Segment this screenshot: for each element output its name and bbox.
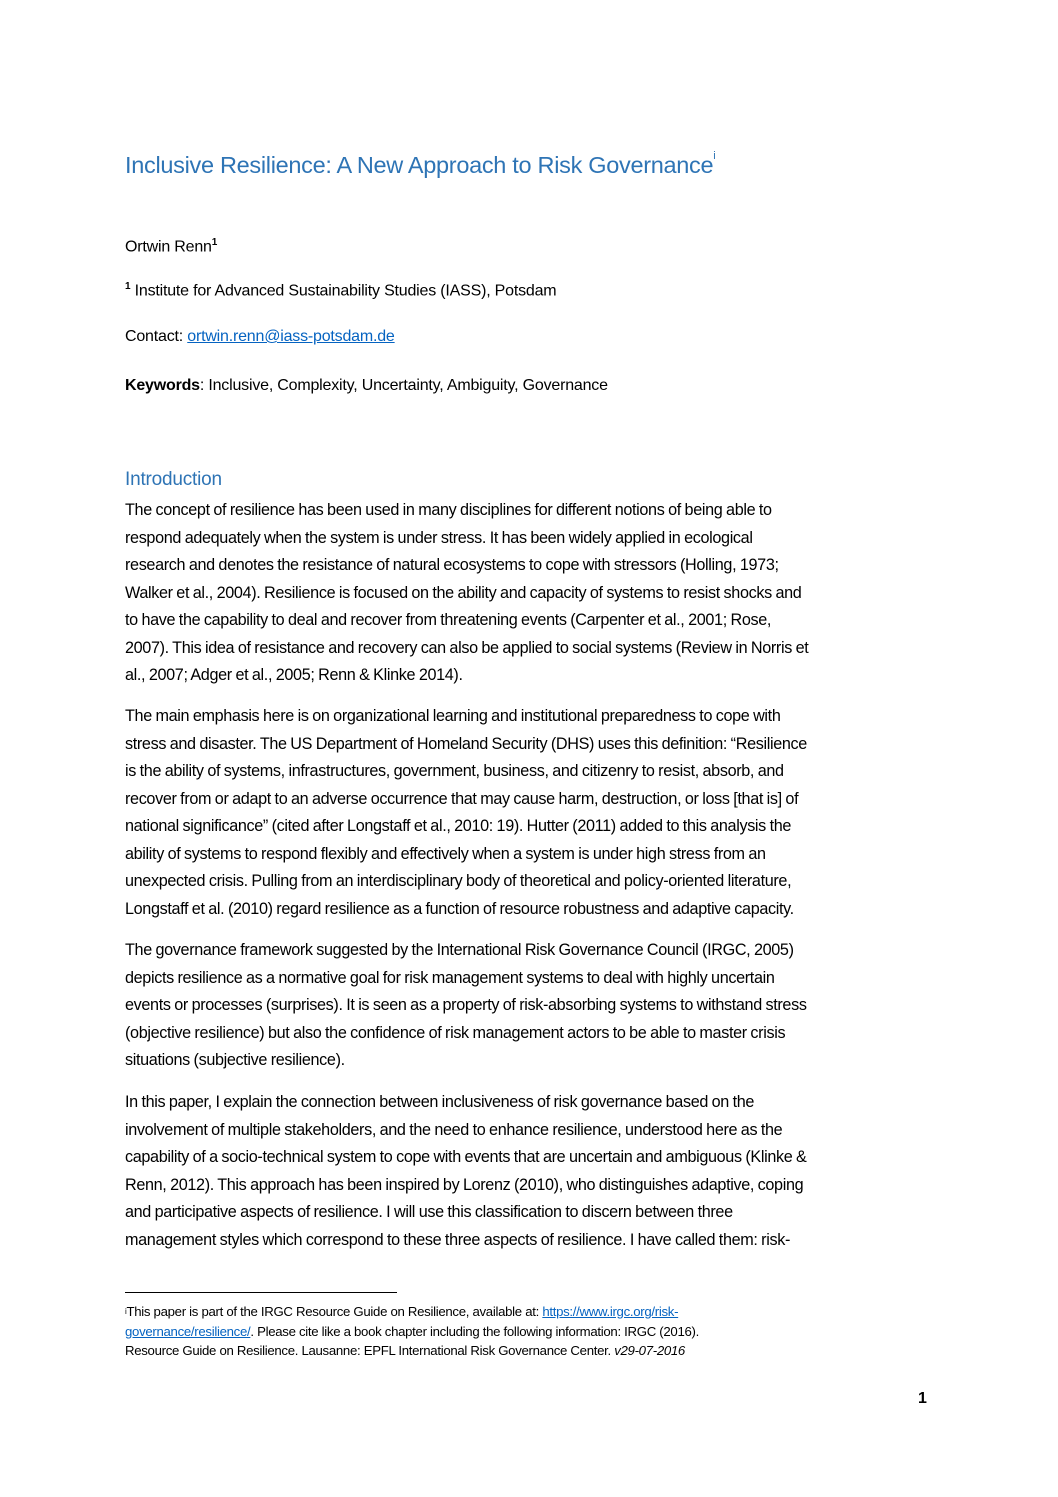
contact-line	[125, 328, 395, 346]
text-line: management styles which correspond to these three aspects of resilience. I have called them: risk-	[125, 1230, 790, 1249]
affiliation-text: Institute for Advanced Sustainability Studies (IASS), Potsdam	[134, 282, 557, 300]
paper-title	[125, 152, 715, 179]
text-line: recover from or adapt to an adverse occurrence that may cause harm, destruction, or loss [that is] of	[125, 789, 799, 808]
text-line: Renn, 2012). This approach has been inspired by Lorenz (2010), who distinguishes adaptive, coping	[125, 1175, 804, 1194]
footnote-line-2	[125, 1322, 945, 1342]
keywords-text: : Inclusive, Complexity, Uncertainty, Ambiguity, Governance	[199, 377, 608, 394]
text-line: situations (subjective resilience).	[125, 1051, 345, 1069]
paragraph-3	[125, 937, 955, 1075]
affiliation-line	[125, 281, 556, 300]
text-line: Walker et al., 2004). Resilience is focused on the ability and capacity of systems to resist shocks and	[125, 583, 802, 602]
text-line: In this paper, I explain the connection between inclusiveness of risk governance based on the	[125, 1093, 755, 1111]
title-text: Inclusive Resilience: A New Approach to Risk Governance	[125, 152, 714, 178]
author-name: Ortwin Renn	[125, 238, 212, 256]
author-marker: 1	[211, 237, 218, 248]
text-line: The main emphasis here is on organizational learning and institutional preparedness to cope with	[125, 707, 781, 725]
text-line: Longstaff et al. (2010) regard resilience as a function of resource robustness and adaptive capacity.	[125, 899, 794, 918]
footnote-link-continued[interactable]: governance/resilience/	[125, 1323, 251, 1339]
text-line: to have the capability to deal and recover from threatening events (Carpenter et al., 2001; Rose,	[125, 611, 772, 629]
text-line: 2007). This idea of resistance and recovery can also be applied to social systems (Review in Norris et	[125, 638, 809, 657]
text-line: The governance framework suggested by the International Risk Governance Council (IRGC, 2005)	[125, 941, 794, 959]
text-line: capability of a socio-technical system to cope with events that are uncertain and ambiguous (Klinke &	[125, 1148, 807, 1166]
footnote-version: v29-07-2016	[614, 1343, 685, 1358]
text-line: ability of systems to respond flexibly and effectively when a system is under high stress from an	[125, 844, 766, 863]
footnote-text: . Please cite like a book chapter including the following information: IRGC (2016).	[250, 1323, 699, 1339]
contact-label: Contact:	[125, 328, 183, 345]
keywords-line	[125, 377, 608, 395]
page-number: 1	[918, 1390, 927, 1407]
footnote-text: Resource Guide on Resilience. Lausanne: EPFL International Risk Governance Center.	[125, 1343, 615, 1358]
text-line: events or processes (surprises). It is seen as a property of risk-absorbing systems to withstand stress	[125, 996, 807, 1014]
footnote-link[interactable]: https://www.irgc.org/risk-	[542, 1304, 679, 1319]
footnote-text: This paper is part of the IRGC Resource Guide on Resilience, available at:	[126, 1304, 543, 1319]
footnote	[125, 1302, 945, 1361]
paragraph-2	[125, 703, 955, 923]
section-heading-introduction: Introduction	[125, 469, 222, 490]
text-line: respond adequately when the system is under stress. It has been widely applied in ecological	[125, 528, 753, 547]
paragraph-4	[125, 1089, 955, 1254]
text-line: unexpected crisis. Pulling from an interdisciplinary body of theoretical and policy-oriented literature,	[125, 872, 792, 890]
text-line: involvement of multiple stakeholders, and the need to enhance resilience, understood here as the	[125, 1120, 783, 1139]
text-line: (objective resilience) but also the confidence of risk management actors to be able to master crisis	[125, 1023, 786, 1042]
footnote-marker: i	[125, 1307, 127, 1316]
affiliation-marker: 1	[125, 281, 131, 292]
text-line: depicts resilience as a normative goal for risk management systems to deal with highly uncertain	[125, 968, 775, 987]
contact-email-link[interactable]: ortwin.renn@iass-potsdam.de	[187, 328, 395, 345]
keywords-label: Keywords	[125, 377, 200, 394]
footnote-line-1	[125, 1302, 945, 1322]
text-line: The concept of resilience has been used in many disciplines for different notions of being able to	[125, 501, 772, 519]
title-footnote-marker[interactable]: i	[713, 150, 716, 162]
text-line: stress and disaster. The US Department of Homeland Security (DHS) uses this definition: “Resilience	[125, 734, 807, 753]
author-line	[125, 237, 217, 256]
text-line: research and denotes the resistance of natural ecosystems to cope with stressors (Holling, 1973;	[125, 556, 779, 574]
text-line: and participative aspects of resilience. I will use this classification to discern between three	[125, 1203, 733, 1221]
footnote-separator	[125, 1292, 397, 1293]
text-line: national significance” (cited after Longstaff et al., 2010: 19). Hutter (2011) added to this analysis the	[125, 817, 792, 835]
text-line: al., 2007; Adger et al., 2005; Renn & Klinke 2014).	[125, 666, 463, 684]
footnote-line-3	[125, 1341, 945, 1361]
paragraph-1	[125, 497, 955, 690]
text-line: is the ability of systems, infrastructures, government, business, and citizenry to resist, absorb, and	[125, 762, 784, 780]
